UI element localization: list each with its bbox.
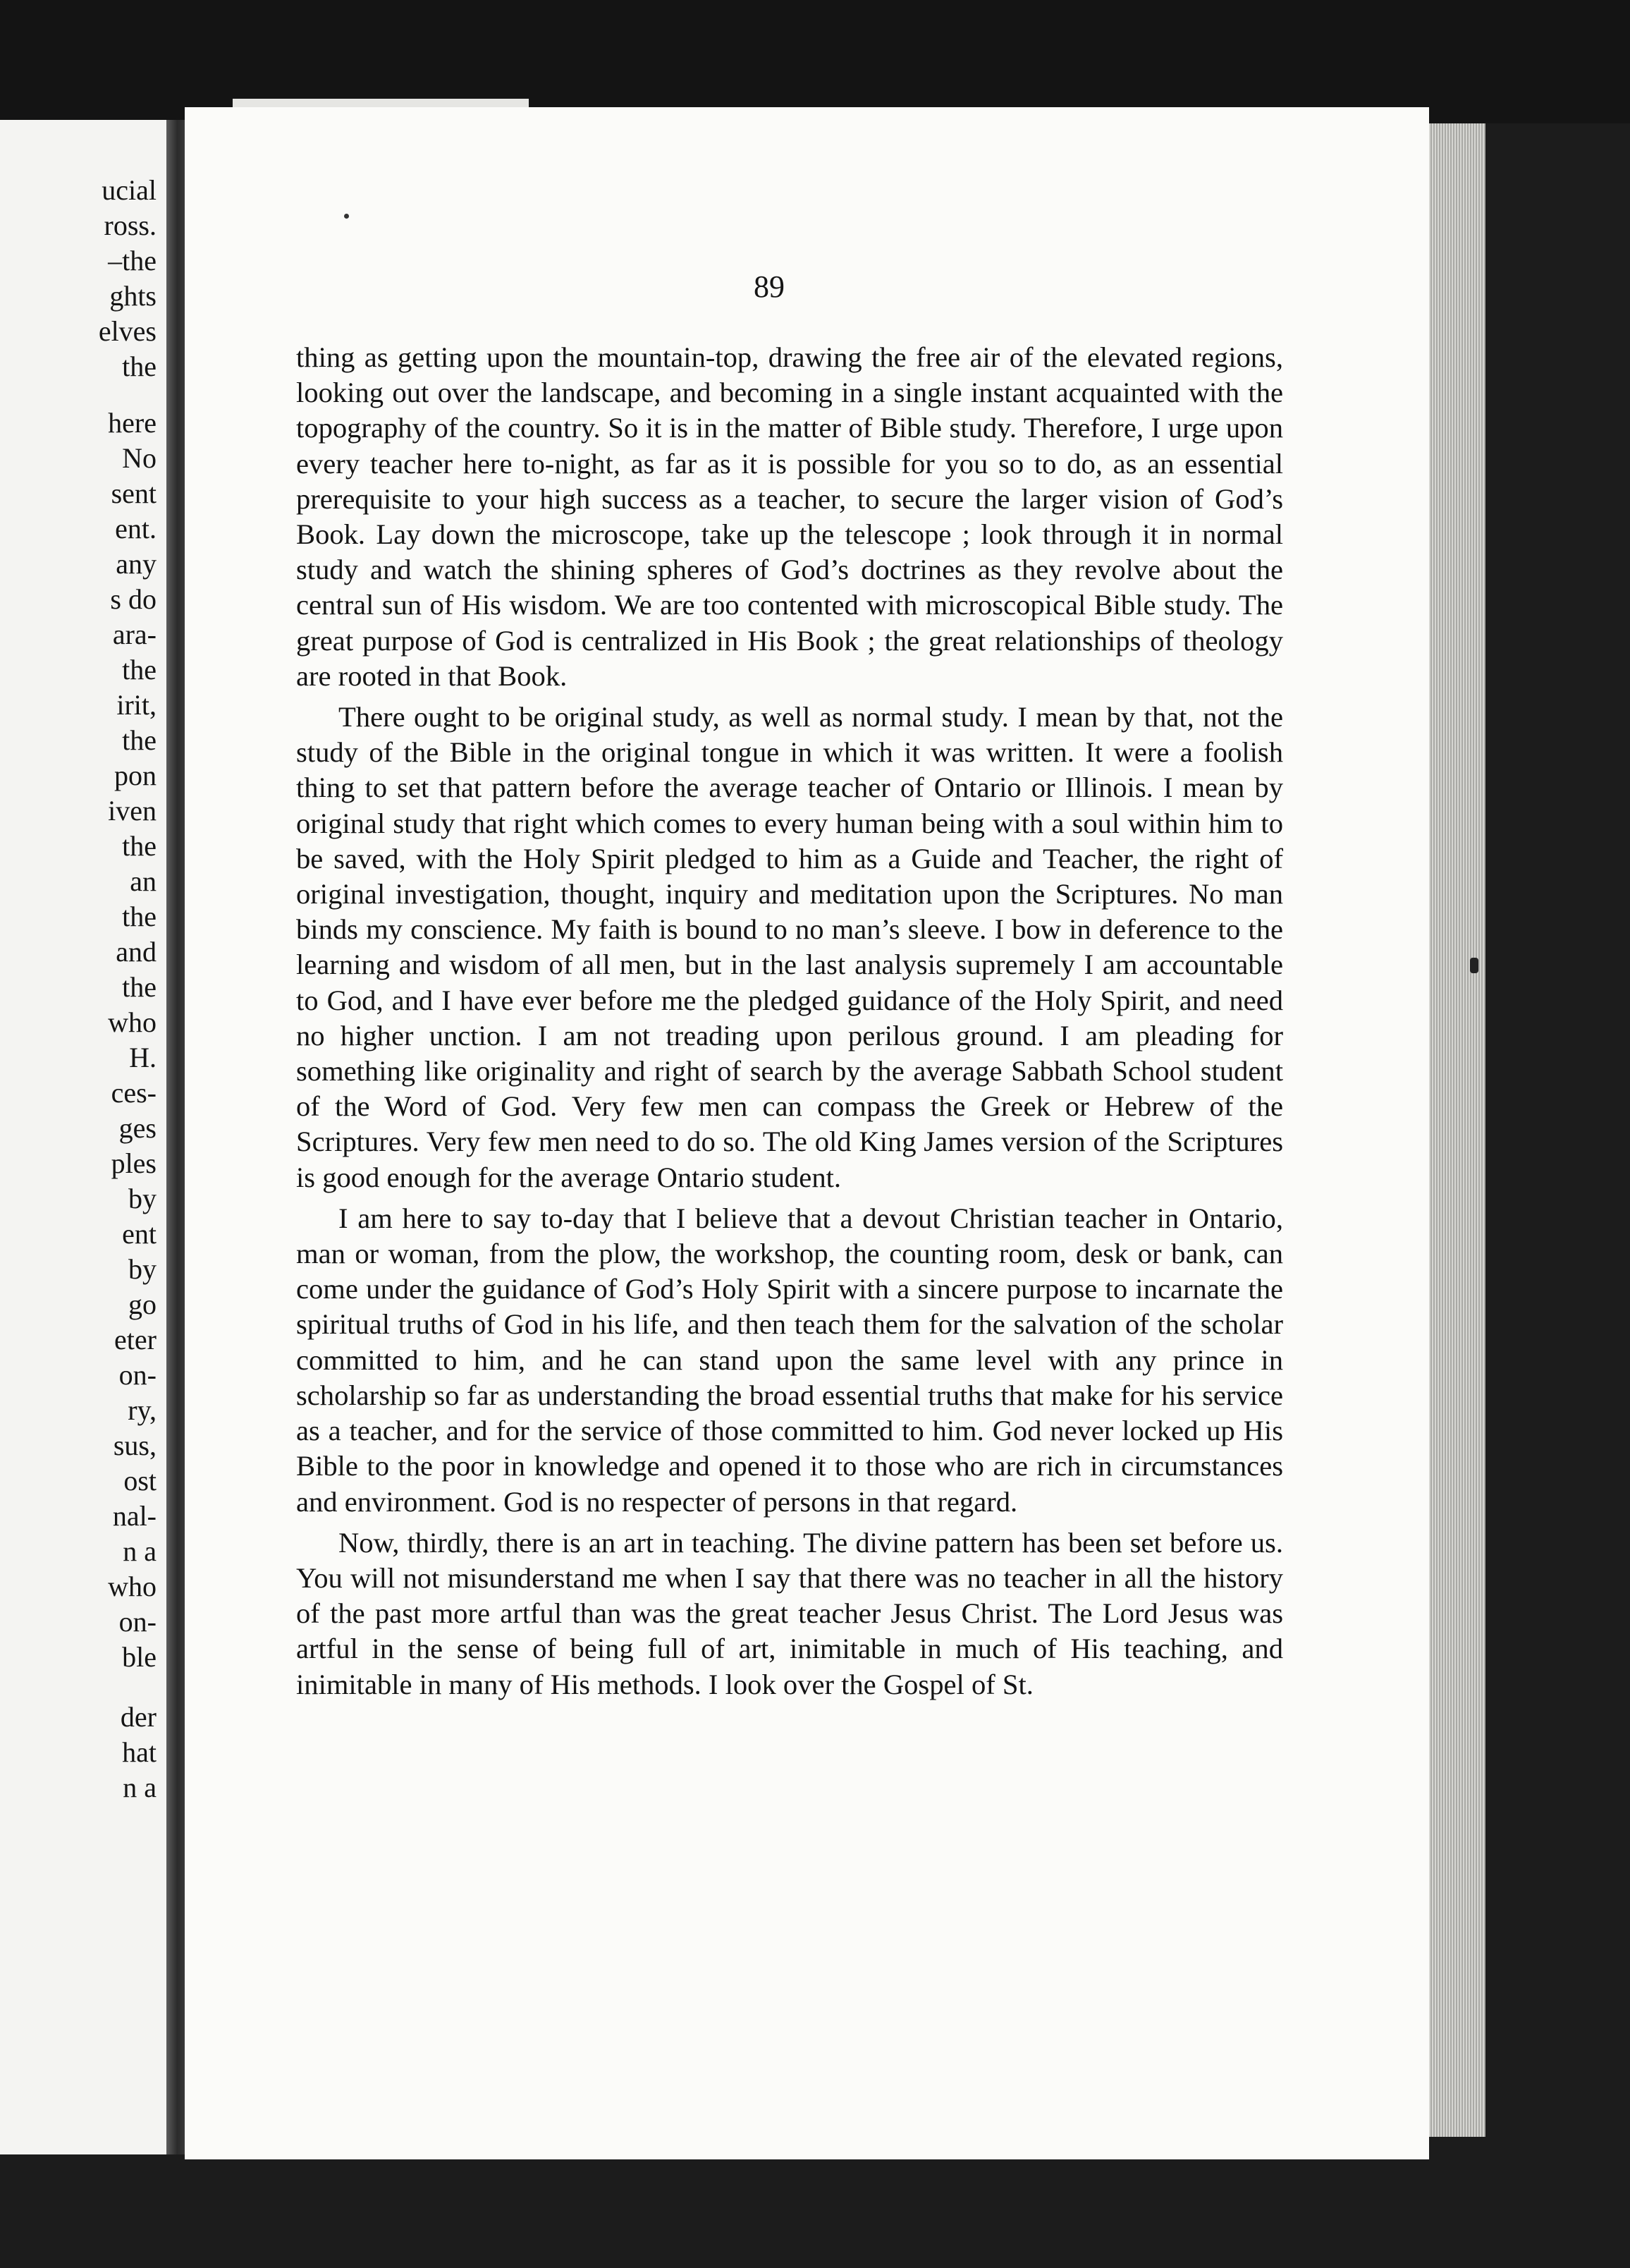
facing-page-line: the: [122, 901, 157, 932]
facing-page-line: irit,: [116, 689, 157, 721]
scan-speck: [344, 214, 349, 219]
facing-page-line: ost: [123, 1465, 157, 1496]
facing-page-line: ces-: [111, 1077, 157, 1109]
facing-page-line: nal-: [112, 1500, 157, 1532]
facing-page-line: the: [122, 724, 157, 756]
paragraph: thing as getting upon the mountain-top, drawing the free air of the elevated regions, looking out over the landscape, and becoming in a single instant acquainted with the topography of the country. So it is in the matter of Bible study. Therefore, I urge upon every teacher here to-night, as far as it is possible for you so to do, as an essential prerequisite to your high success as a teacher, to secure the larger vision of God’s Book. Lay down the microscope, take up the telescope ; look through it in normal study and watch the shining spheres of God’s doctrines as they revolve about the central sun of His wisdom. We are too contented with microscopical Bible study. The great purpose of God is centralized in His Book ; the great relationships of theology are rooted in that Book.: [296, 341, 1283, 692]
facing-page-line: the: [122, 830, 157, 862]
facing-page-line: who: [108, 1571, 157, 1602]
facing-page-line: s do: [110, 583, 157, 615]
facing-page-line: ara-: [112, 618, 157, 650]
facing-page-line: sus,: [113, 1429, 157, 1461]
facing-page-line: an: [130, 865, 157, 897]
scan-speck: [1470, 958, 1478, 973]
facing-page-line: ples: [111, 1147, 157, 1179]
facing-page-line: ent.: [115, 513, 157, 544]
facing-page-line: here: [108, 407, 157, 439]
facing-page-line: and: [116, 936, 157, 968]
facing-page-line: n a: [123, 1772, 157, 1803]
facing-page-line: the: [122, 971, 157, 1003]
facing-page-line: ble: [122, 1641, 157, 1673]
facing-page-line: any: [116, 548, 157, 580]
facing-page-line: by: [128, 1253, 157, 1285]
facing-page-line: ent: [122, 1218, 157, 1250]
facing-page-line: on-: [118, 1606, 157, 1638]
facing-page-line: who: [108, 1006, 157, 1038]
paragraph: I am here to say to-day that I believe that a devout Christian teacher in Ontario, man or woman, from the plow, the workshop, the counting room, desk or bank, can come under the guidance of God’s Holy Spirit with a sincere purpose to incarnate the spiritual truths of God in his life, and then teach them for the salvation of the scholar committed to him, and he can stand upon the same level with any prince in scholarship so far as understanding the broad essential truths that make for his service as a teacher, and for the service of those committed to him. God never locked up His Bible to the poor in knowledge and opened it to those who are rich in circumstances and environment. God is no respecter of persons in that regard.: [296, 1202, 1283, 1518]
facing-page-line: elves: [98, 315, 157, 347]
page-edges: [1429, 123, 1485, 2137]
facing-page-line: the: [122, 350, 157, 382]
facing-page-line: hat: [122, 1736, 157, 1768]
facing-page-line: eter: [114, 1324, 157, 1355]
facing-page-line: sent: [111, 477, 157, 509]
facing-page-line: ry,: [128, 1394, 157, 1426]
facing-page-line: on-: [118, 1359, 157, 1391]
paragraph: Now, thirdly, there is an art in teaching. The divine pattern has been set before us. You will not misunderstand me when I say that there was no teacher in all the history of the past more artful than was the great teacher Jesus Christ. The Lord Jesus was artful in the sense of being full of art, inimitable in much of His teaching, and inimitable in many of His methods. I look over the Gospel of St.: [296, 1526, 1283, 1700]
facing-page-line: ross.: [104, 209, 157, 241]
facing-page-line: ges: [118, 1112, 157, 1144]
book-gutter: [166, 120, 185, 2154]
facing-page-line: H.: [129, 1042, 157, 1073]
facing-page-line: go: [128, 1288, 157, 1320]
facing-page-left: [0, 120, 169, 2154]
facing-page-line: ucial: [102, 174, 157, 206]
facing-page-line: by: [128, 1183, 157, 1214]
facing-page-line: No: [122, 442, 157, 474]
body-text: [296, 340, 1283, 1708]
facing-page-line: iven: [108, 795, 157, 827]
facing-page-line: –the: [108, 245, 157, 276]
paragraph: There ought to be original study, as well as normal study. I mean by that, not the study of the Bible in the original tongue in which it was written. It were a foolish thing to set that pattern before the average teacher of Ontario or Illinois. I mean by original study that right which comes to every human being with a soul within him to be saved, with the Holy Spirit pledged to him as a Guide and Teacher, the right of original investigation, thought, inquiry and meditation upon the Scriptures. No man binds my conscience. My faith is bound to no man’s sleeve. I bow in deference to the learning and wisdom of all men, but in the last analysis supremely I am accountable to God, and I have ever before me the pledged guidance of the Holy Spirit, and need no higher unction. I am not treading upon perilous ground. I am pleading for something like originality and right of search by the average Sabbath School student of the Word of God. Very few men can compass the Greek or Hebrew of the Scriptures. Very few men need to do so. The old King James version of the Scriptures is good enough for the average Ontario student.: [296, 701, 1283, 1193]
page-number: 89: [754, 269, 785, 304]
facing-page-line: the: [122, 654, 157, 685]
facing-page-line: n a: [123, 1535, 157, 1567]
facing-page-line: ghts: [109, 280, 157, 312]
facing-page-line: pon: [114, 760, 157, 791]
facing-page-line: der: [120, 1701, 157, 1733]
